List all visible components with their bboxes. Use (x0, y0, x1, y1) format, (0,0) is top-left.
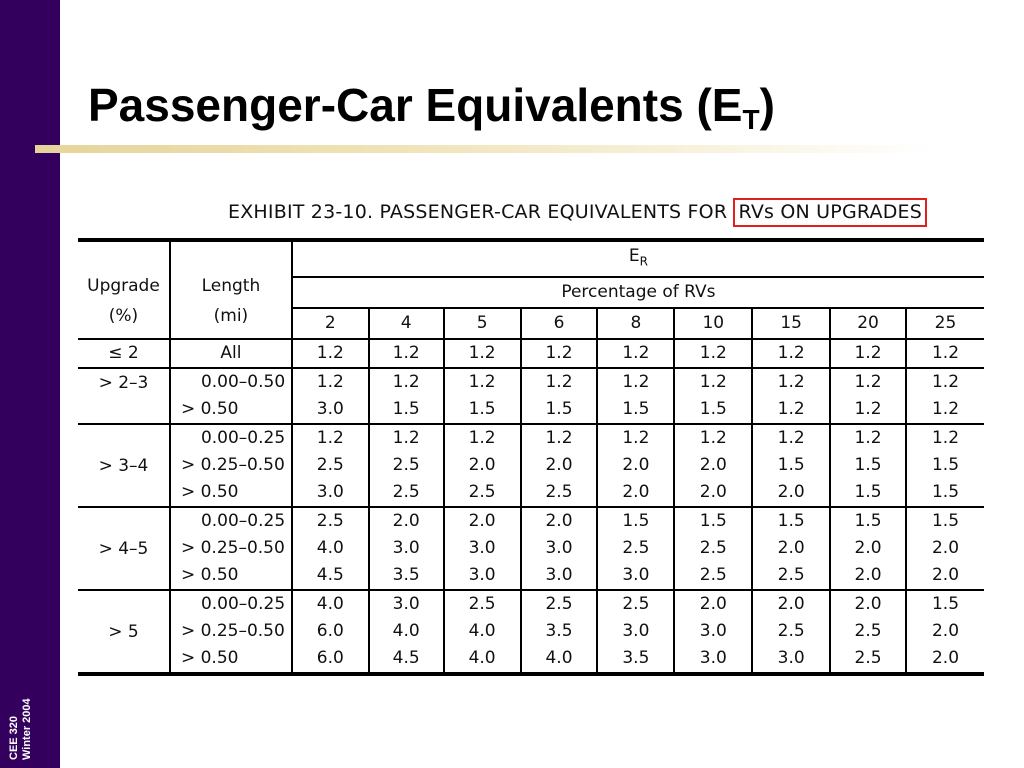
pce-value: 4.0 (316, 538, 344, 559)
table-row (78, 590, 984, 674)
pce-value: 2.0 (699, 455, 727, 476)
sidebar-band (0, 0, 60, 768)
pce-cell (906, 339, 984, 368)
footer-term: Winter 2004 (21, 698, 33, 760)
pce-cell (292, 424, 369, 507)
pce-value: 2.0 (699, 482, 727, 503)
pce-value: 3.0 (699, 621, 727, 642)
pce-value: 3.5 (392, 565, 420, 586)
pce-cell (292, 590, 369, 674)
length-value: All (220, 343, 242, 364)
header-length-label: Length (201, 276, 261, 297)
pce-value: 1.5 (699, 399, 727, 420)
header-pct-8: 8 (597, 308, 674, 339)
pce-value: 2.0 (931, 648, 960, 669)
pce-value: 1.2 (468, 428, 496, 449)
pce-value: 4.0 (316, 594, 344, 615)
pce-cell (369, 590, 444, 674)
title-subscript: T (742, 104, 760, 135)
pce-value: 1.2 (854, 399, 882, 420)
pce-cell (444, 590, 521, 674)
pce-value: 3.0 (699, 648, 727, 669)
header-row-er (78, 240, 984, 277)
pce-cell (369, 507, 444, 590)
pce-value: 1.5 (622, 399, 650, 420)
pce-cell (906, 424, 984, 507)
pce-value: 2.5 (699, 538, 727, 559)
pce-value: 3.0 (316, 482, 344, 503)
pce-value: 1.5 (931, 511, 960, 532)
pce-value: 3.0 (392, 538, 420, 559)
upgrade-cell: ≤ 2 (78, 339, 170, 368)
header-percentage: Percentage of RVs (292, 277, 984, 308)
pce-value: 2.5 (468, 594, 496, 615)
pce-value: 1.2 (392, 343, 420, 364)
pce-value: 1.2 (777, 343, 805, 364)
table-row (78, 424, 984, 507)
pce-cell (830, 368, 906, 424)
table-row (78, 368, 984, 424)
pce-value: 3.0 (622, 621, 650, 642)
page-title (88, 78, 775, 136)
pce-value: 1.5 (931, 482, 960, 503)
pce-value: 1.5 (777, 511, 805, 532)
pce-cell (674, 590, 752, 674)
pce-value: 1.2 (699, 343, 727, 364)
pce-value: 1.2 (622, 343, 650, 364)
pce-value: 2.0 (777, 482, 805, 503)
pce-value: 3.5 (545, 621, 573, 642)
pce-cell (674, 424, 752, 507)
pce-value: 1.2 (854, 428, 882, 449)
pce-value: 3.0 (468, 538, 496, 559)
pce-cell (830, 424, 906, 507)
pce-value: 4.0 (392, 621, 420, 642)
pce-cell (369, 368, 444, 424)
pce-value: 1.2 (854, 372, 882, 393)
pce-cell (752, 590, 830, 674)
pce-value: 3.0 (777, 648, 805, 669)
pce-cell (674, 368, 752, 424)
length-value: 0.00–0.25 (200, 428, 286, 449)
upgrade-cell: > 4–5 (78, 507, 170, 590)
pce-value: 2.5 (854, 648, 882, 669)
pce-value: 1.2 (316, 372, 344, 393)
pce-value: 2.0 (392, 511, 420, 532)
upgrade-cell: > 3–4 (78, 424, 170, 507)
pce-value: 2.0 (545, 511, 573, 532)
pce-value: 2.0 (854, 538, 882, 559)
pce-value: 2.0 (468, 455, 496, 476)
caption-highlight: RVs ON UPGRADES (733, 198, 927, 227)
pce-value: 2.0 (699, 594, 727, 615)
title-close: ) (759, 79, 775, 131)
pce-value: 1.2 (931, 372, 960, 393)
pce-cell (597, 424, 674, 507)
pce-value: 2.0 (854, 594, 882, 615)
pce-value: 1.5 (931, 455, 960, 476)
pce-value: 1.2 (392, 428, 420, 449)
pce-value: 1.5 (854, 455, 882, 476)
header-pct-2: 2 (292, 308, 369, 339)
pce-value: 1.5 (545, 399, 573, 420)
pce-value: 1.2 (468, 343, 496, 364)
pce-value: 1.5 (777, 455, 805, 476)
pce-value: 2.5 (777, 621, 805, 642)
length-value: 0.00–0.50 (200, 372, 286, 393)
header-pct-25: 25 (906, 308, 984, 339)
title-text: Passenger-Car Equivalents (E (88, 79, 743, 131)
pce-value: 1.2 (777, 428, 805, 449)
header-upgrade-label: (%) (108, 306, 139, 327)
pce-value: 1.2 (622, 372, 650, 393)
header-length-label: (mi) (213, 306, 249, 327)
pce-cell (752, 424, 830, 507)
pce-value: 1.2 (931, 428, 960, 449)
pce-value: 1.2 (699, 428, 727, 449)
pce-value: 2.5 (468, 482, 496, 503)
header-pct-4: 4 (369, 308, 444, 339)
length-cell (170, 424, 292, 507)
pce-value: 4.5 (316, 565, 344, 586)
header-er-subscript: R (639, 254, 648, 269)
pce-cell (830, 507, 906, 590)
pce-cell (597, 507, 674, 590)
table-row (78, 507, 984, 590)
pce-value: 3.5 (622, 648, 650, 669)
header-er-symbol: E (628, 246, 640, 266)
length-value: > 0.25–0.50 (180, 621, 285, 642)
title-underline (35, 145, 935, 153)
pce-cell (369, 339, 444, 368)
pce-table (78, 238, 984, 676)
pce-value: 1.5 (931, 594, 960, 615)
pce-value: 2.5 (316, 511, 344, 532)
pce-cell (521, 424, 598, 507)
pce-value: 2.5 (392, 482, 420, 503)
pce-cell (906, 368, 984, 424)
pce-cell (444, 339, 521, 368)
pce-cell (292, 339, 369, 368)
pce-value: 2.0 (545, 455, 573, 476)
pce-cell (444, 507, 521, 590)
pce-cell (830, 339, 906, 368)
pce-cell (674, 339, 752, 368)
pce-value: 3.0 (316, 399, 344, 420)
footer-text (8, 698, 34, 760)
pce-cell (906, 507, 984, 590)
pce-cell (752, 339, 830, 368)
pce-value: 1.2 (545, 372, 573, 393)
pce-value: 1.5 (854, 482, 882, 503)
pce-cell (830, 590, 906, 674)
header-er (292, 240, 984, 277)
pce-value: 2.5 (622, 594, 650, 615)
pce-cell (752, 507, 830, 590)
pce-value: 1.2 (545, 428, 573, 449)
pce-value: 2.0 (931, 538, 960, 559)
header-upgrade-label: Upgrade (87, 276, 160, 297)
pce-value: 1.2 (699, 372, 727, 393)
header-pct-20: 20 (830, 308, 906, 339)
pce-value: 1.2 (316, 343, 344, 364)
pce-value: 6.0 (316, 648, 344, 669)
pce-value: 1.2 (931, 399, 960, 420)
pce-value: 4.0 (468, 621, 496, 642)
pce-value: 1.2 (545, 343, 573, 364)
pce-value: 2.5 (777, 565, 805, 586)
length-cell (170, 339, 292, 368)
pce-value: 1.2 (777, 372, 805, 393)
length-value: > 0.50 (180, 482, 239, 503)
upgrade-cell: > 2–3 (78, 368, 170, 424)
pce-value: 1.2 (316, 428, 344, 449)
pce-cell (597, 368, 674, 424)
pce-value: 1.5 (854, 511, 882, 532)
length-value: > 0.25–0.50 (180, 538, 285, 559)
pce-cell (292, 507, 369, 590)
length-value: > 0.50 (180, 648, 239, 669)
pce-value: 3.0 (545, 565, 573, 586)
header-pct-15: 15 (752, 308, 830, 339)
pce-value: 2.0 (777, 594, 805, 615)
length-value: 0.00–0.25 (200, 511, 286, 532)
pce-cell (674, 507, 752, 590)
header-length (170, 240, 292, 339)
pce-value: 3.0 (468, 565, 496, 586)
pce-value: 2.5 (545, 482, 573, 503)
pce-value: 3.0 (622, 565, 650, 586)
header-pct-10: 10 (674, 308, 752, 339)
length-cell (170, 590, 292, 674)
pce-value: 2.0 (931, 565, 960, 586)
pce-cell (906, 590, 984, 674)
table-row (78, 339, 984, 368)
header-pct-6: 6 (521, 308, 598, 339)
pce-cell (597, 590, 674, 674)
pce-cell (597, 339, 674, 368)
length-cell (170, 368, 292, 424)
pce-value: 4.5 (392, 648, 420, 669)
header-upgrade (78, 240, 170, 339)
pce-value: 3.0 (545, 538, 573, 559)
length-value: > 0.50 (180, 565, 239, 586)
pce-value: 3.0 (392, 594, 420, 615)
pce-value: 2.5 (545, 594, 573, 615)
pce-cell (292, 368, 369, 424)
pce-value: 1.5 (468, 399, 496, 420)
pce-value: 2.0 (468, 511, 496, 532)
pce-value: 2.0 (931, 621, 960, 642)
pce-value: 1.2 (392, 372, 420, 393)
upgrade-cell: > 5 (78, 590, 170, 674)
pce-cell (444, 368, 521, 424)
pce-value: 2.5 (392, 455, 420, 476)
pce-value: 2.5 (854, 621, 882, 642)
pce-value: 1.2 (622, 428, 650, 449)
length-cell (170, 507, 292, 590)
footer-course: CEE 320 (8, 715, 20, 760)
pce-value: 1.5 (392, 399, 420, 420)
pce-value: 4.0 (545, 648, 573, 669)
pce-cell (752, 368, 830, 424)
length-value: > 0.50 (180, 399, 239, 420)
pce-value: 1.2 (777, 399, 805, 420)
pce-value: 1.2 (468, 372, 496, 393)
pce-value: 2.5 (316, 455, 344, 476)
pce-cell (521, 368, 598, 424)
pce-value: 1.2 (854, 343, 882, 364)
pce-value: 2.0 (777, 538, 805, 559)
pce-value: 2.0 (622, 455, 650, 476)
pce-cell (521, 339, 598, 368)
pce-cell (444, 424, 521, 507)
pce-value: 1.5 (622, 511, 650, 532)
exhibit-caption (228, 201, 927, 223)
caption-text: EXHIBIT 23-10. PASSENGER-CAR EQUIVALENTS FOR (228, 201, 734, 223)
length-value: 0.00–0.25 (200, 594, 286, 615)
header-pct-5: 5 (444, 308, 521, 339)
pce-value: 2.0 (622, 482, 650, 503)
pce-cell (369, 424, 444, 507)
pce-value: 1.5 (699, 511, 727, 532)
pce-value: 2.5 (622, 538, 650, 559)
pce-value: 1.2 (931, 343, 960, 364)
pce-value: 6.0 (316, 621, 344, 642)
pce-value: 2.0 (854, 565, 882, 586)
pce-cell (521, 507, 598, 590)
pce-value: 2.5 (699, 565, 727, 586)
pce-cell (521, 590, 598, 674)
pce-value: 4.0 (468, 648, 496, 669)
length-value: > 0.25–0.50 (180, 455, 285, 476)
